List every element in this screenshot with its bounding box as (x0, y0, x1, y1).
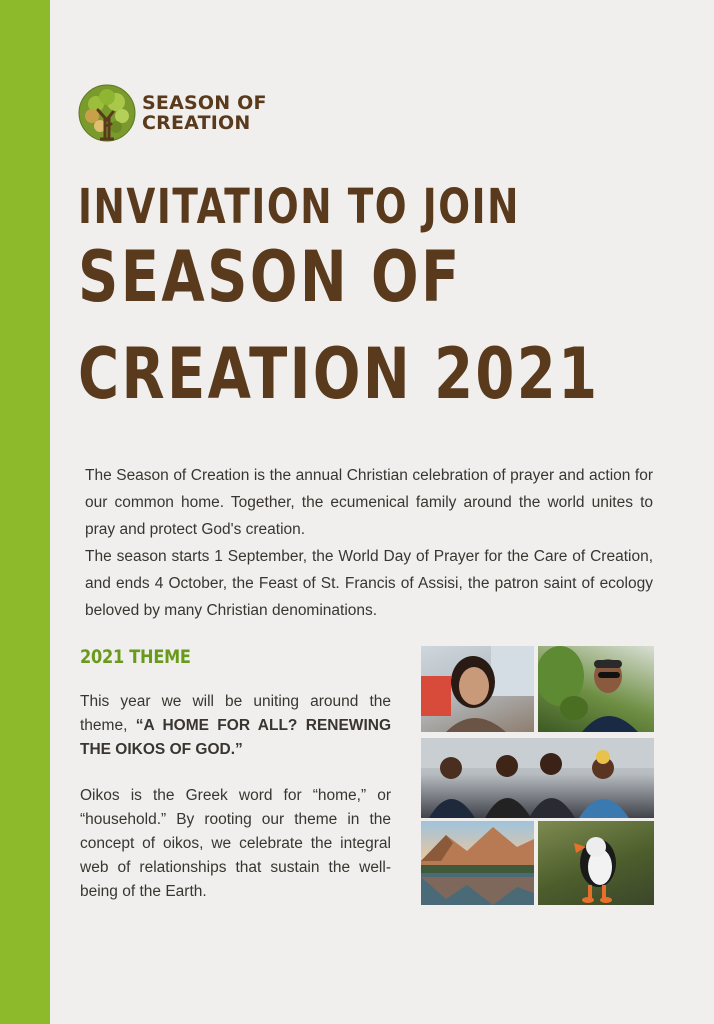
logo-line-1: SEASON OF (142, 92, 267, 114)
logo-line-2: CREATION (142, 112, 251, 134)
theme-paragraph-1 (80, 690, 391, 762)
title-line-2: SEASON OF (78, 236, 462, 318)
intro-paragraph-1: The Season of Creation is the annual Christian celebration of prayer and action for our common home. Together, the ecumenical family around the world unites to pray and protect God's creation. (85, 467, 653, 538)
theme-lead: This year we will be uniting around the theme, (80, 693, 391, 734)
title-line-1: INVITATION TO JOIN (78, 179, 521, 235)
theme-paragraph-2: Oikos is the Greek word for “home,” or “household.” By rooting our theme in the concept of oikos, we celebrate the integral web of relationships that sustain the well-being of the Earth. (80, 787, 391, 900)
title-line-3: CREATION 2021 (78, 333, 600, 415)
group-of-youth-photo (421, 738, 654, 818)
intro-paragraph-2: The season starts 1 September, the World Day of Prayer for the Care of Creation, and ends 4 October, the Feast of St. Francis of Assisi, the patron saint of ecology beloved by many Christian denominations. (85, 548, 653, 619)
tree-icon (78, 84, 136, 142)
puffin-photo (538, 821, 654, 905)
season-of-creation-logo (78, 84, 267, 142)
intro-text (85, 462, 653, 624)
mountain-lake-photo (421, 821, 534, 905)
theme-quote: “A HOME FOR ALL? RENEWING THE OIKOS OF GOD.” (80, 717, 391, 758)
logo-wordmark (142, 93, 267, 133)
theme-heading: 2021 THEME (80, 646, 191, 668)
green-side-band (0, 0, 50, 1024)
smiling-woman-photo (421, 646, 534, 732)
woman-with-plant-photo (538, 646, 654, 732)
theme-text (80, 690, 391, 926)
